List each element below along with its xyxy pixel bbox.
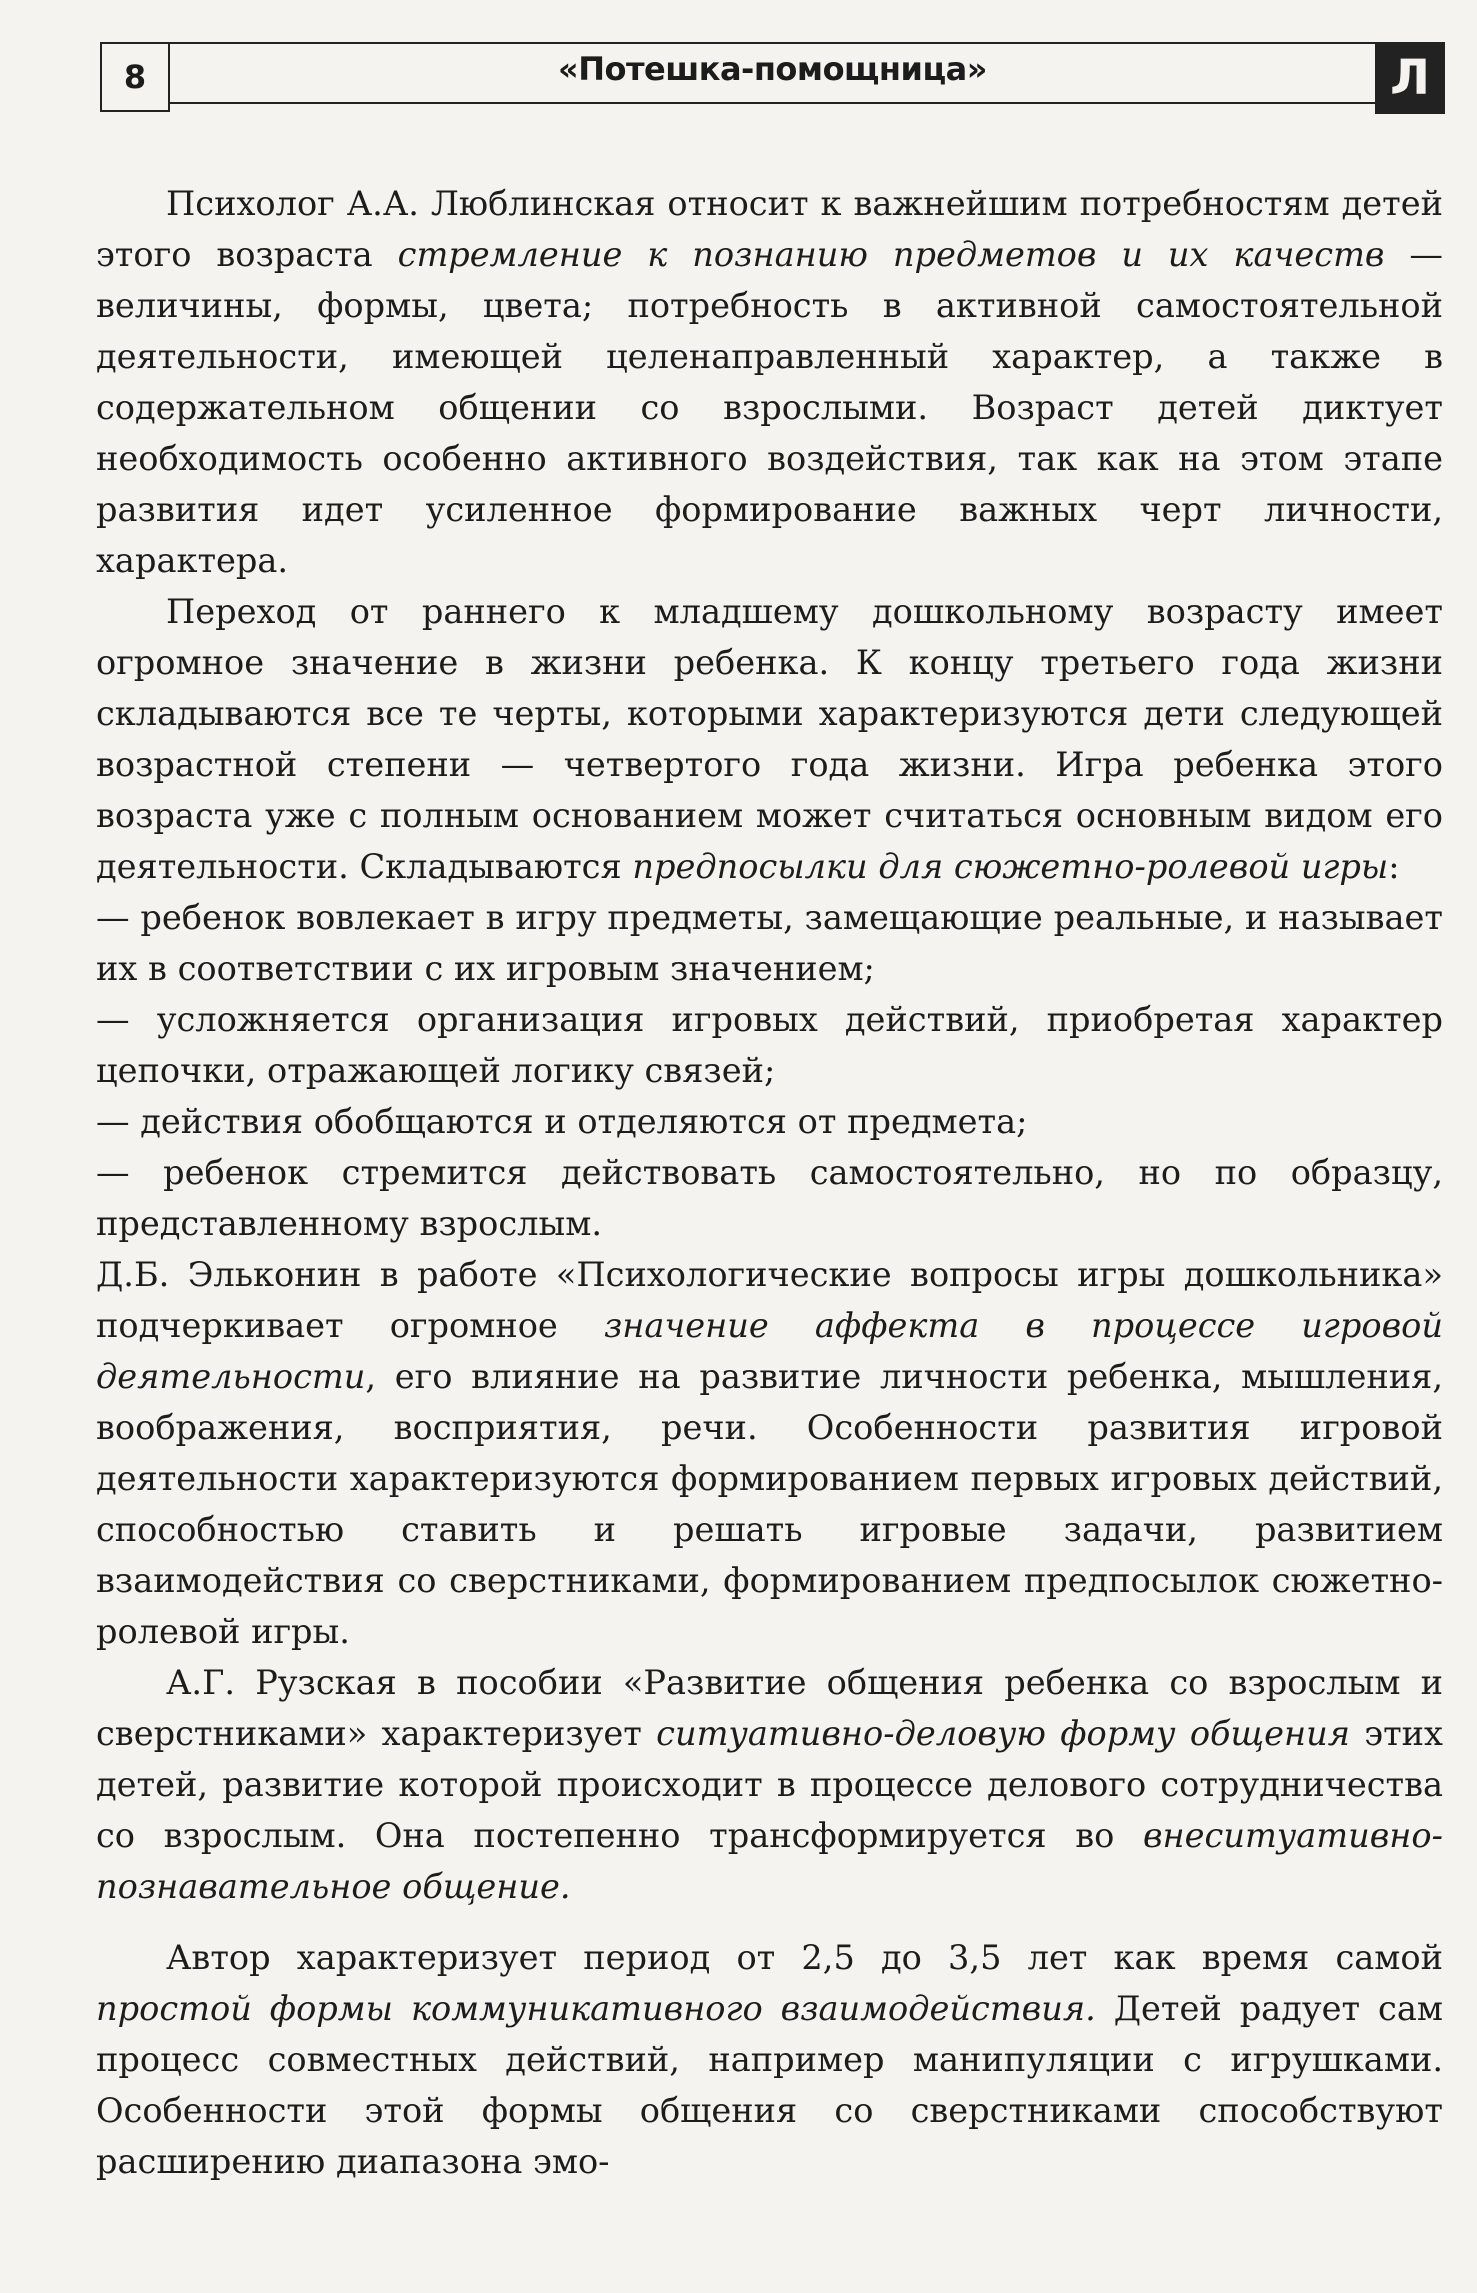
emphasis: простой формы коммуникативного взаимодействия.	[96, 1989, 1096, 2028]
running-header	[100, 42, 1445, 112]
list-item: — ребенок стремится действовать самостоятельно, но по образцу, представленному взрослым.	[96, 1153, 1443, 1243]
page-number: 8	[100, 42, 170, 112]
emphasis: значение аффекта в процессе игровой деятельности	[96, 1306, 1443, 1396]
paragraph-5: Автор характеризует период от 2,5 до 3,5 лет как время самой простой формы коммуникативного взаимодействия. Детей радует сам процесс совместных действий, например манипуляции с игрушками. Особенности этой формы общения со сверстниками способствуют расширению диапазона эмо-	[96, 1938, 1443, 2181]
emphasis: внеситуативно-познавательное общение.	[96, 1816, 1443, 1906]
paragraph-3: Д.Б. Эльконин в работе «Психологические вопросы игры дошкольника» подчеркивает огромное значение аффекта в процессе игровой деятельности, его влияние на развитие личности ребенка, мышления, воображения, восприятия, речи. Особенности развития игровой деятельности характеризуются формированием первых игровых действий, способностью ставить и решать игровые задачи, развитием взаимодействия со сверстниками, формированием предпосылок сюжетно-ролевой игры.	[96, 1255, 1443, 1651]
emphasis: ситуативно-деловую форму общения	[656, 1714, 1350, 1753]
paragraph-1: Психолог А.А. Люблинская относит к важнейшим потребностям детей этого возраста стремление к познанию предметов и их качеств — величины, формы, цвета; потребность в активной самостоятельной деятельности, имеющей целенаправленный характер, а также в содержательном общении со взрослыми. Возраст детей диктует необходимость особенно активного воздействия, так как на этом этапе развития идет усиленное формирование важных черт личности, характера.	[96, 184, 1443, 580]
paragraph-4: А.Г. Рузская в пособии «Развитие общения ребенка со взрослым и сверстниками» характеризует ситуативно-деловую форму общения этих детей, развитие которой происходит в процессе делового сотрудничества со взрослым. Она постепенно трансформируется во внеситуативно-познавательное общение.	[96, 1663, 1443, 1906]
list-item: — действия обобщаются и отделяются от предмета;	[96, 1102, 1028, 1141]
list-item: — усложняется организация игровых действий, приобретая характер цепочки, отражающей логику связей;	[96, 1000, 1443, 1090]
paragraph-2: Переход от раннего к младшему дошкольному возрасту имеет огромное значение в жизни ребенка. К концу третьего года жизни складываются все те черты, которыми характеризуются дети следующей возрастной степени — четвертого года жизни. Игра ребенка этого возраста уже с полным основанием может считаться основным видом его деятельности. Складываются предпосылки для сюжетно-ролевой игры:	[96, 592, 1443, 886]
running-title: «Потешка-помощница»	[558, 50, 987, 88]
section-letter-badge: Л	[1375, 42, 1445, 114]
list-item: — ребенок вовлекает в игру предметы, замещающие реальные, и называет их в соответствии с их игровым значением;	[96, 898, 1443, 988]
page-body	[96, 178, 1443, 2187]
emphasis: предпосылки для сюжетно-ролевой игры	[632, 847, 1389, 886]
emphasis: стремление к познанию предметов и их качеств	[397, 235, 1385, 274]
